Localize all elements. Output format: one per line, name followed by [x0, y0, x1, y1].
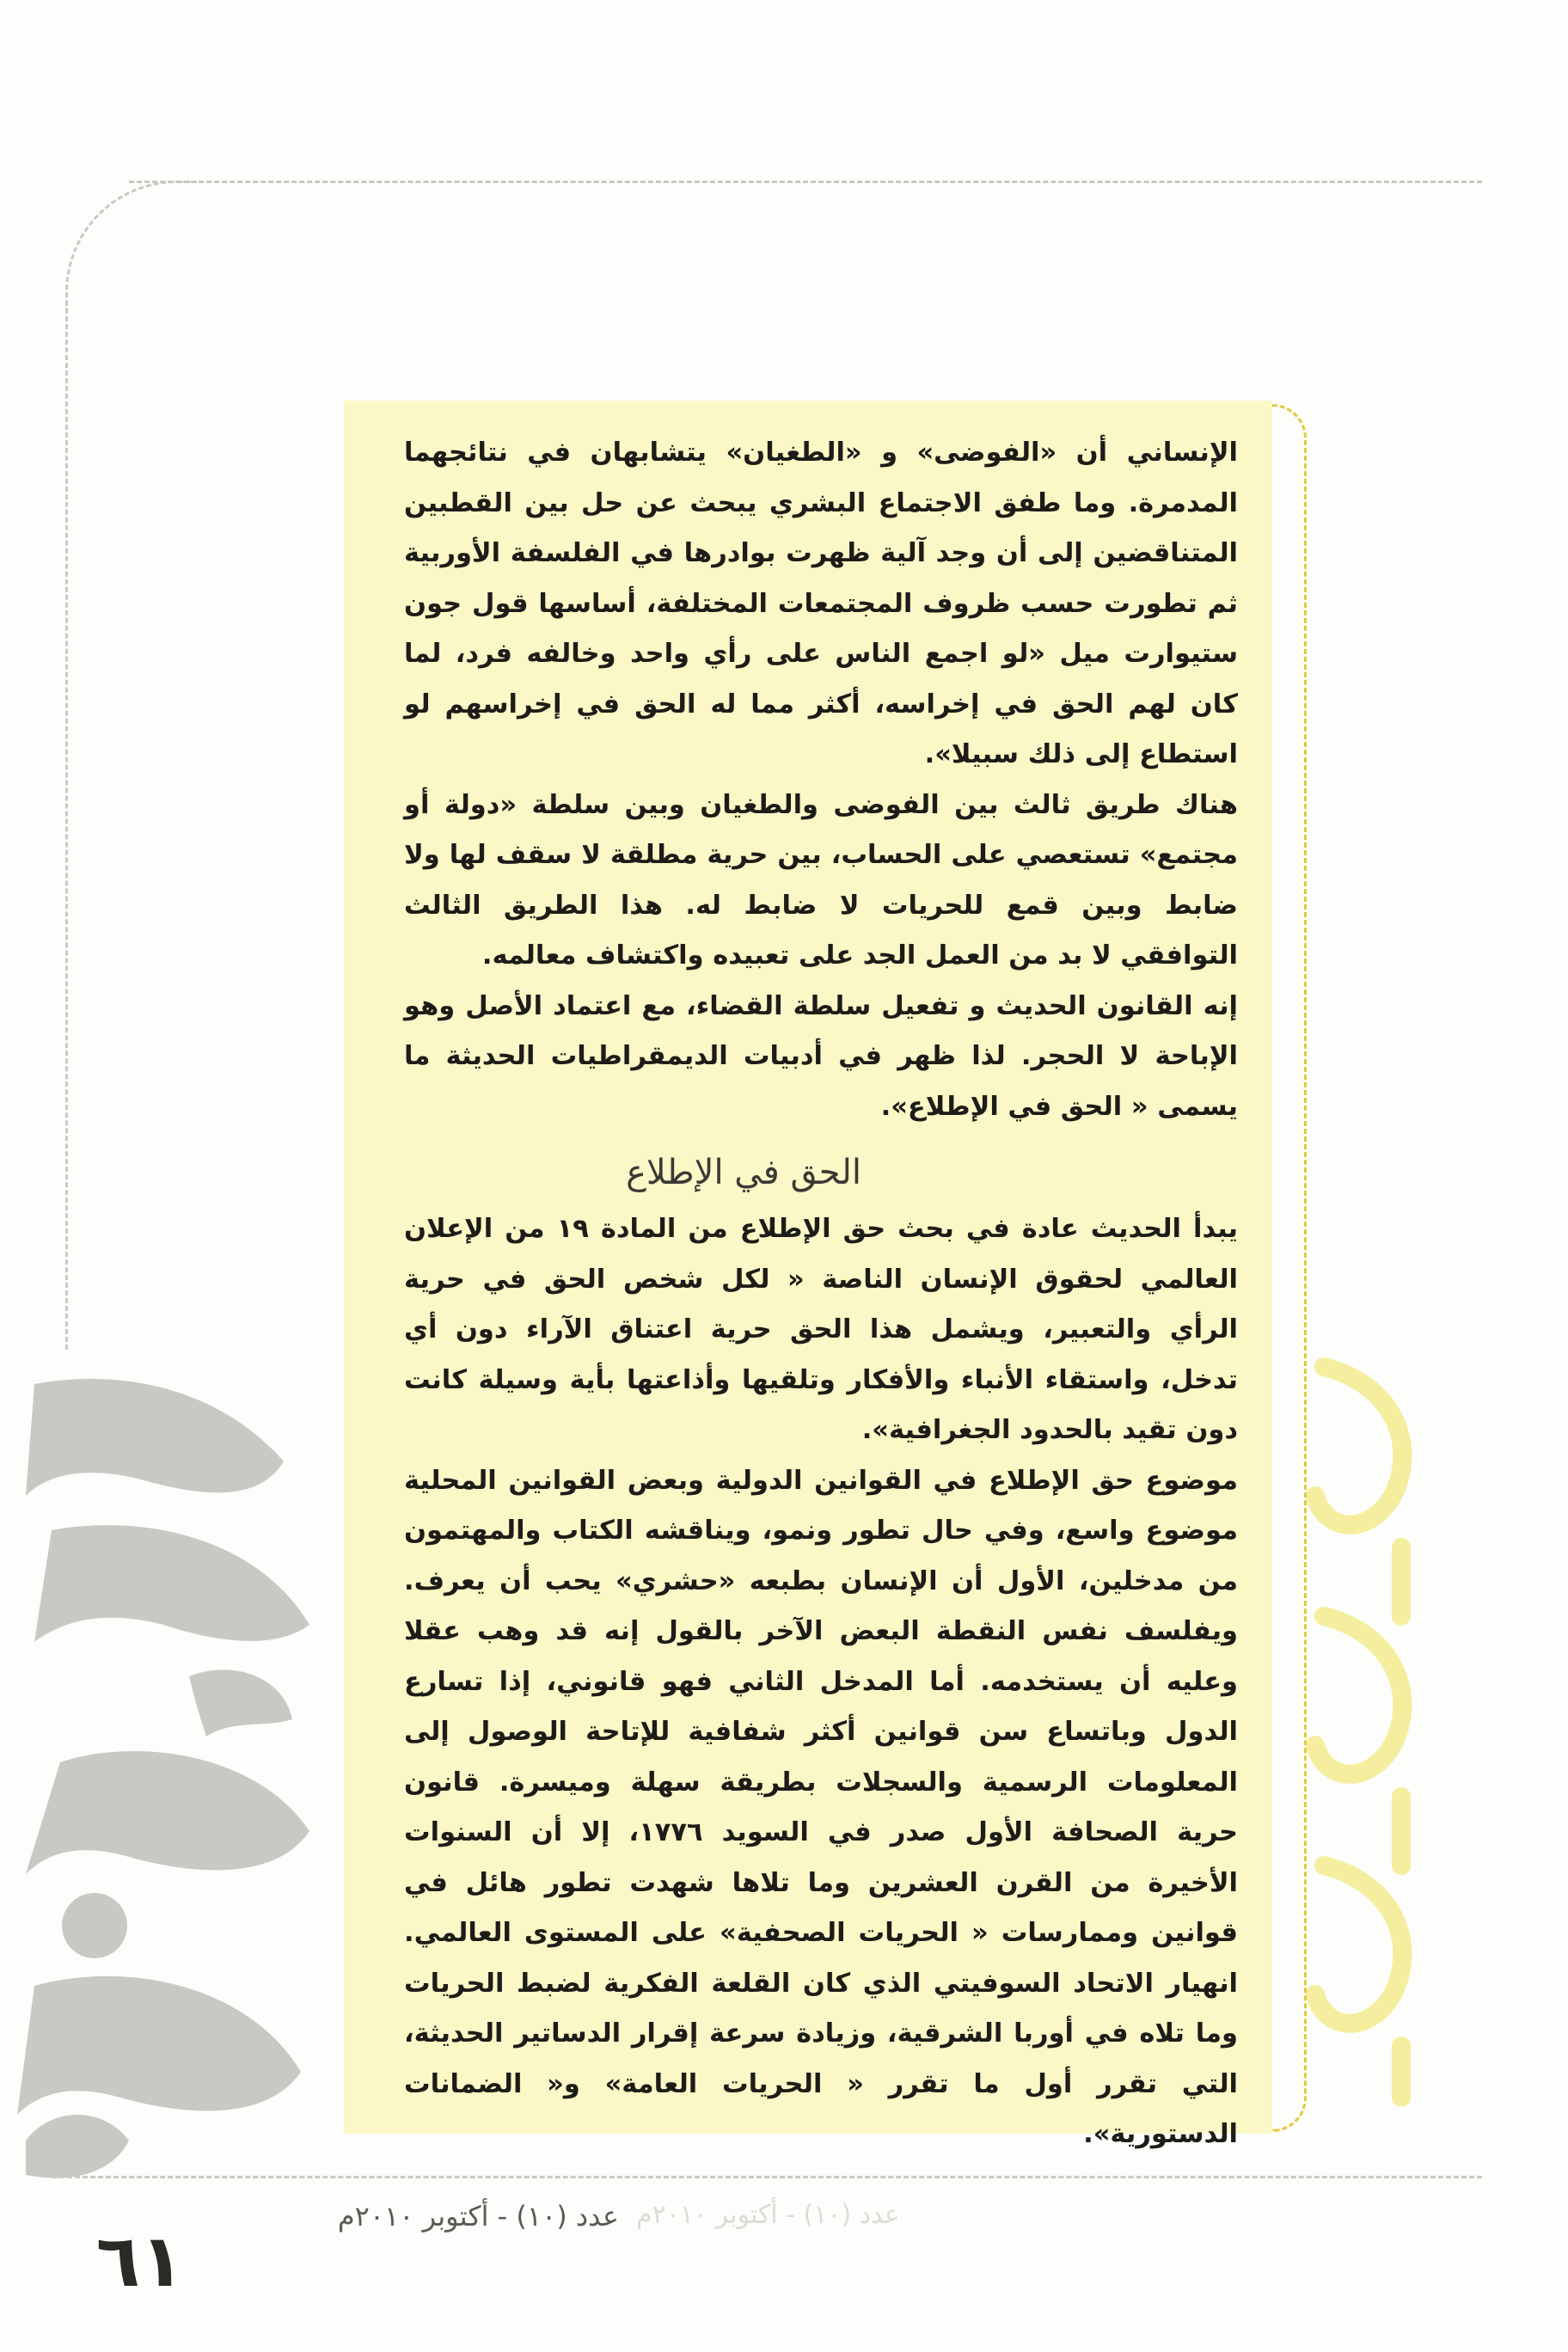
section-heading: الحق في الإطلاع [626, 1153, 861, 1192]
page-frame-left [65, 301, 68, 1350]
paragraph: الإنساني أن «الفوضى» و «الطغيان» يتشابهان في نتائجهما المدمرة. وما طفق الاجتماع البشري يبحث عن حل بين القطبين المتناقضين إلى أن وجد آلية ظهرت بوادرها في الفلسفة الأوربية ثم تطورت حسب ظروف المجتمعات المختلفة، أساسها قول جون ستيوارت ميل «لو اجمع الناس على رأي واحد وخالفه فرد، لما كان لهم الحق في إخراسه، أكثر مما له الحق في إخراسهم لو استطاع إلى ذلك سبيلا». [404, 438, 1238, 769]
paragraph: يبدأ الحديث عادة في بحث حق الإطلاع من المادة ١٩ من الإعلان العالمي لحقوق الإنسان الناصة « لكل شخص الحق في حرية الرأي والتعبير، ويشمل هذا الحق حرية اعتناق الآراء دون أي تدخل، واستقاء الأنباء والأفكار وتلقيها وأذاعتها بأية وسيلة كانت دون تقيد بالحدود الجغرافية». [404, 1214, 1238, 1445]
paragraph: إنه القانون الحديث و تفعيل سلطة القضاء، مع اعتماد الأصل وهو الإباحة لا الحجر. لذا ظهر في أدبيات الديمقراطيات الحديثة ما يسمى « الحق في الإطلاع». [404, 990, 1238, 1122]
page-number: ٦١ [95, 2219, 185, 2303]
calligraphy-stroke [26, 1379, 284, 1496]
decorative-calligraphy [0, 1367, 344, 2226]
issue-line-faded-mirror: عدد (١٠) - أكتوبر ٢٠١٠م [636, 2200, 900, 2230]
calligraphy-stroke [34, 1525, 309, 1642]
calligraphy-stroke [1315, 1367, 1402, 1525]
article-body [404, 428, 1238, 2160]
calligraphy-stroke [17, 1976, 301, 2115]
issue-line: عدد (١٠) - أكتوبر ٢٠١٠م [337, 2200, 619, 2233]
article-box-dashed-border [1272, 404, 1307, 2132]
paragraph: هناك طريق ثالث بين الفوضى والطغيان وبين سلطة «دولة أو مجتمع» تستعصي على الحساب، بين حرية مطلقة لا سقف لها ولا ضابط وبين قمع للحريات لا ضابط له. هذا الطريق الثالث التوافقي لا بد من العمل الجد على تعبيده واكتشاف معالمه. [404, 789, 1238, 971]
calligraphy-stroke [1315, 1616, 1402, 1774]
calligraphy-stroke [26, 2115, 129, 2178]
calligraphy-stroke [189, 1669, 292, 1736]
page-frame-top [129, 181, 1482, 183]
calligraphy-stroke [26, 1751, 309, 1874]
footer-divider [52, 2176, 1482, 2178]
calligraphy-dot [62, 1893, 127, 1958]
page-frame-corner [65, 181, 197, 312]
paragraph: موضوع حق الإطلاع في القوانين الدولية وبعض القوانين المحلية موضوع واسع، وفي حال تطور ونمو، ويناقشه الكتاب والمهتمون من مدخلين، الأول أن الإنسان بطبعه «حشري» يحب أن يعرف. ويفلسف نفس النقطة البعض الآخر بالقول إنه قد وهب عقلا وعليه أن يستخدمه. أما المدخل الثاني فهو قانوني، إذا تسارع الدول وباتساع سن قوانين أكثر شفافية للإتاحة الوصول إلى المعلومات الرسمية والسجلات بطريقة سهلة وميسرة. قانون حرية الصحافة الأول صدر في السويد ١٧٧٦، إلا أن السنوات الأخيرة من القرن العشرين وما تلاها شهدت تطور هائل في قوانين وممارسات « الحريات الصحفية» على المستوى العالمي. انهيار الاتحاد السوفيتي الذي كان القلعة الفكرية لضبط الحريات وما تلاه في أوربا الشرقية، وزيادة سرعة إقرار الدساتير الحديثة، التي تقرر أول ما تقرر « الحريات العامة» و« الضمانات الدستورية». [404, 1465, 1238, 2149]
calligraphy-stroke [1315, 1865, 1402, 2024]
